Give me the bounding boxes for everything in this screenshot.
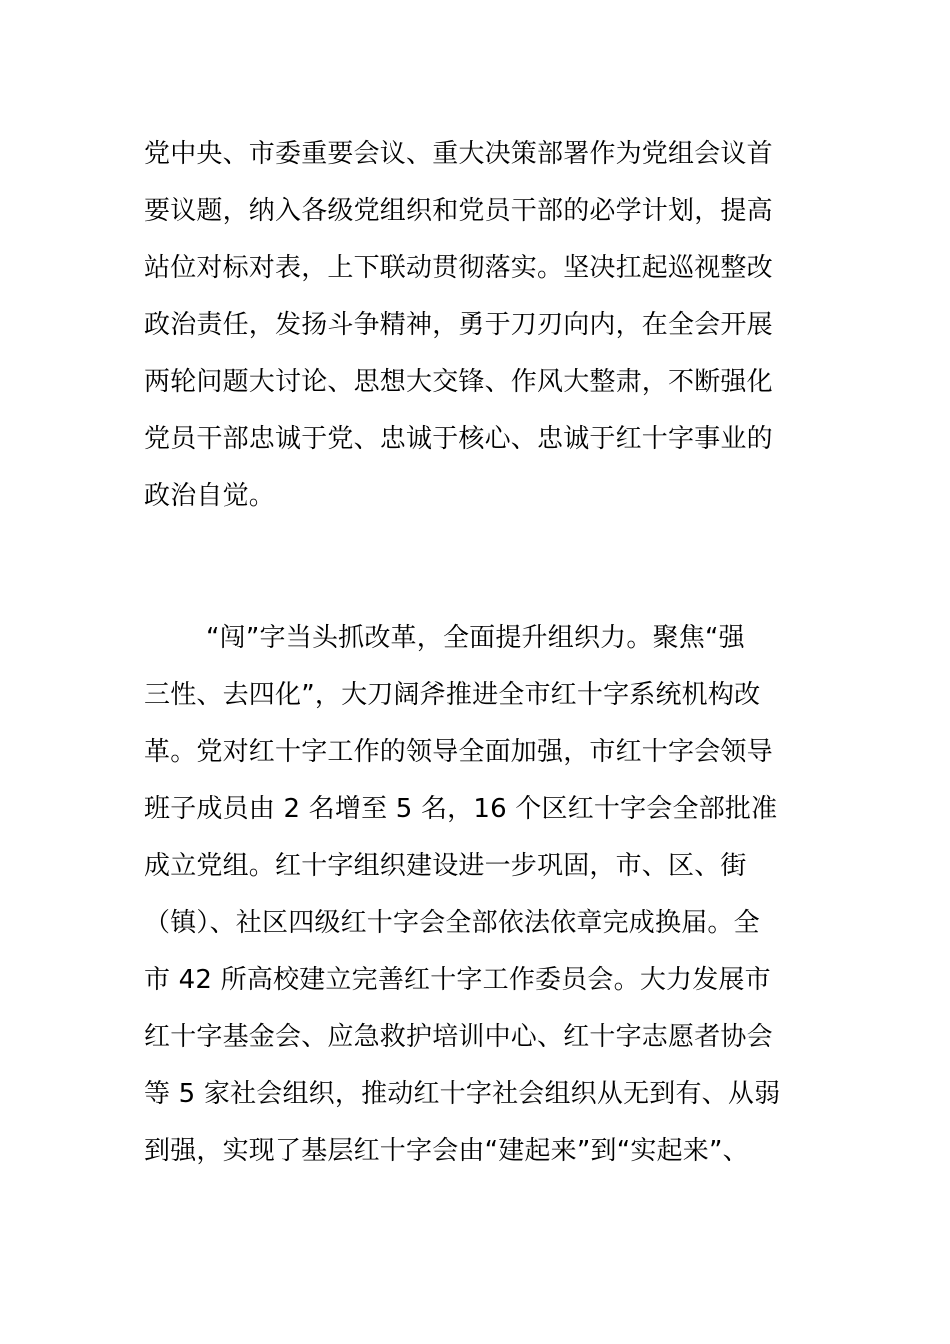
text-line: 党员干部忠诚于党、忠诚于核心、忠诚于红十字事业的 (144, 424, 773, 454)
text-line: 站位对标对表，上下联动贯彻落实。坚决扛起巡视整改 (144, 253, 773, 283)
text-line: 要议题，纳入各级党组织和党员干部的必学计划，提高 (144, 196, 773, 226)
text-line: 政治自觉。 (144, 481, 276, 511)
text-line: 成立党组。红十字组织建设进一步巩固，市、区、街 (144, 851, 747, 881)
text-line: 到强，实现了基层红十字会由“建起来”到“实起来”、 (144, 1136, 749, 1166)
text-line: 市 42 所高校建立完善红十字工作委员会。大力发展市 (144, 965, 771, 995)
text-line: 党中央、市委重要会议、重大决策部署作为党组会议首 (144, 139, 773, 169)
text-line: （镇）、社区四级红十字会全部依法依章完成换届。全 (144, 908, 760, 938)
text-line: 等 5 家社会组织，推动红十字社会组织从无到有、从弱 (144, 1079, 781, 1109)
text-line-first-indented: “闯”字当头抓改革，全面提升组织力。聚焦“强 (206, 623, 745, 653)
paragraph-reform (144, 610, 834, 1180)
paragraph-party-leadership (144, 126, 834, 525)
text-line: 班子成员由 2 名增至 5 名，16 个区红十字会全部批准 (144, 794, 778, 824)
text-line: 革。党对红十字工作的领导全面加强，市红十字会领导 (144, 737, 773, 767)
text-line: 三性、去四化”，大刀阔斧推进全市红十字系统机构改 (144, 680, 761, 710)
text-line: 两轮问题大讨论、思想大交锋、作风大整肃，不断强化 (144, 367, 773, 397)
text-line: 红十字基金会、应急救护培训中心、红十字志愿者协会 (144, 1022, 773, 1052)
text-line: 政治责任，发扬斗争精神，勇于刀刃向内，在全会开展 (144, 310, 773, 340)
